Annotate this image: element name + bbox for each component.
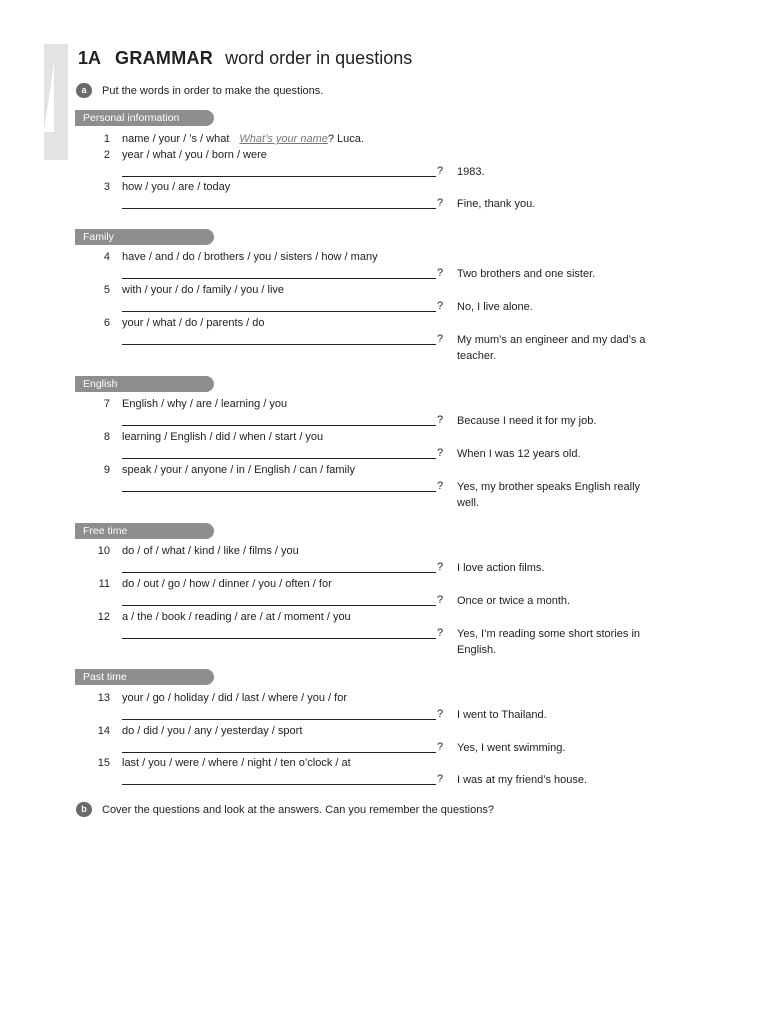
question-mark: ?	[437, 741, 444, 753]
question-number: 5	[103, 284, 110, 296]
exercise-a-text: Put the words in order to make the questions.	[102, 84, 324, 97]
exercise-a-instruction	[76, 83, 323, 98]
question-number: 6	[103, 317, 110, 329]
section-header-family: Family	[75, 229, 214, 245]
answer-line[interactable]	[122, 208, 436, 209]
answer-line[interactable]	[122, 491, 436, 492]
section-header-personal-information: Personal information	[75, 110, 214, 126]
answer-line[interactable]	[122, 605, 436, 606]
answer-response: 1983.	[457, 166, 485, 178]
answer-line[interactable]	[122, 638, 436, 639]
side-tab-decoration	[44, 44, 68, 160]
example-response: ? Luca.	[327, 133, 364, 145]
question-mark: ?	[437, 165, 444, 177]
answer-line[interactable]	[122, 176, 436, 177]
question-number: 7	[103, 398, 110, 410]
question-prompt: how / you / are / today	[122, 181, 231, 193]
question-prompt: your / what / do / parents / do	[122, 317, 265, 329]
answer-line[interactable]	[122, 572, 436, 573]
section-header-english: English	[75, 376, 214, 392]
question-number: 10	[97, 545, 110, 557]
question-number: 12	[97, 611, 110, 623]
question-mark: ?	[437, 414, 444, 426]
section-label: GRAMMAR	[115, 48, 214, 68]
question-prompt: do / out / go / how / dinner / you / often / for	[122, 578, 332, 590]
section-header-past-time: Past time	[75, 669, 214, 685]
exercise-b-text: Cover the questions and look at the answers. Can you remember the questions?	[102, 803, 494, 816]
exercise-b-badge: b	[76, 802, 92, 817]
answer-response: No, I live alone.	[457, 301, 533, 313]
question-prompt: last / you / were / where / night / ten o’clock / at	[122, 757, 351, 769]
answer-line[interactable]	[122, 458, 436, 459]
topic-label: word order in questions	[225, 48, 413, 68]
prompt-words: name / your / ’s / what	[122, 133, 230, 145]
question-prompt	[122, 133, 364, 145]
question-prompt: your / go / holiday / did / last / where / you / for	[122, 692, 348, 704]
answer-response: I went to Thailand.	[457, 709, 547, 721]
answer-response: Fine, thank you.	[457, 198, 536, 210]
question-number: 2	[103, 149, 110, 161]
section-header-free-time: Free time	[75, 523, 214, 539]
question-number: 8	[103, 431, 110, 443]
question-number: 11	[98, 578, 110, 590]
answer-response: When I was 12 years old.	[457, 448, 581, 460]
question-prompt: do / did / you / any / yesterday / sport	[122, 725, 303, 737]
question-mark: ?	[437, 708, 444, 720]
answer-line[interactable]	[122, 784, 436, 785]
question-mark: ?	[437, 773, 444, 785]
question-number: 14	[97, 725, 110, 737]
answer-response: Yes, I went swimming.	[457, 742, 566, 754]
question-mark: ?	[437, 594, 444, 606]
question-mark: ?	[437, 561, 444, 573]
question-mark: ?	[437, 333, 444, 345]
question-number: 4	[103, 251, 110, 263]
answer-response: My mum’s an engineer and my dad’s a teacher.	[457, 334, 646, 362]
answer-response: Because I need it for my job.	[457, 415, 597, 427]
answer-response: Once or twice a month.	[457, 595, 571, 607]
question-prompt: English / why / are / learning / you	[122, 398, 288, 410]
exercise-a-badge: a	[76, 83, 92, 98]
question-prompt: speak / your / anyone / in / English / can / family	[122, 464, 355, 476]
answer-response: Yes, I’m reading some short stories in English.	[457, 628, 641, 656]
question-number: 3	[103, 181, 110, 193]
answer-response: I was at my friend’s house.	[457, 774, 588, 786]
exercise-b-instruction	[76, 802, 494, 817]
question-number: 15	[97, 757, 110, 769]
question-mark: ?	[437, 447, 444, 459]
question-number: 1	[103, 133, 110, 145]
answer-response: Yes, my brother speaks English really well.	[457, 481, 641, 509]
question-prompt: year / what / you / born / were	[122, 149, 267, 161]
question-prompt: with / your / do / family / you / live	[122, 284, 285, 296]
answer-line[interactable]	[122, 344, 436, 345]
answer-response: Two brothers and one sister.	[457, 268, 596, 280]
example-answer: What’s your name	[239, 133, 328, 145]
question-number: 9	[103, 464, 110, 476]
answer-response: I love action films.	[457, 562, 545, 574]
answer-line[interactable]	[122, 278, 436, 279]
question-mark: ?	[437, 627, 444, 639]
page-heading	[78, 48, 412, 69]
question-prompt: a / the / book / reading / are / at / moment / you	[122, 611, 351, 623]
unit-code: 1A	[78, 48, 102, 68]
question-mark: ?	[437, 197, 444, 209]
question-prompt: have / and / do / brothers / you / sisters / how / many	[122, 251, 378, 263]
question-mark: ?	[437, 480, 444, 492]
question-mark: ?	[437, 300, 444, 312]
question-number: 13	[97, 692, 110, 704]
answer-line[interactable]	[122, 752, 436, 753]
answer-line[interactable]	[122, 311, 436, 312]
answer-line[interactable]	[122, 425, 436, 426]
question-prompt: learning / English / did / when / start / you	[122, 431, 324, 443]
answer-line[interactable]	[122, 719, 436, 720]
question-prompt: do / of / what / kind / like / films / you	[122, 545, 299, 557]
question-mark: ?	[437, 267, 444, 279]
